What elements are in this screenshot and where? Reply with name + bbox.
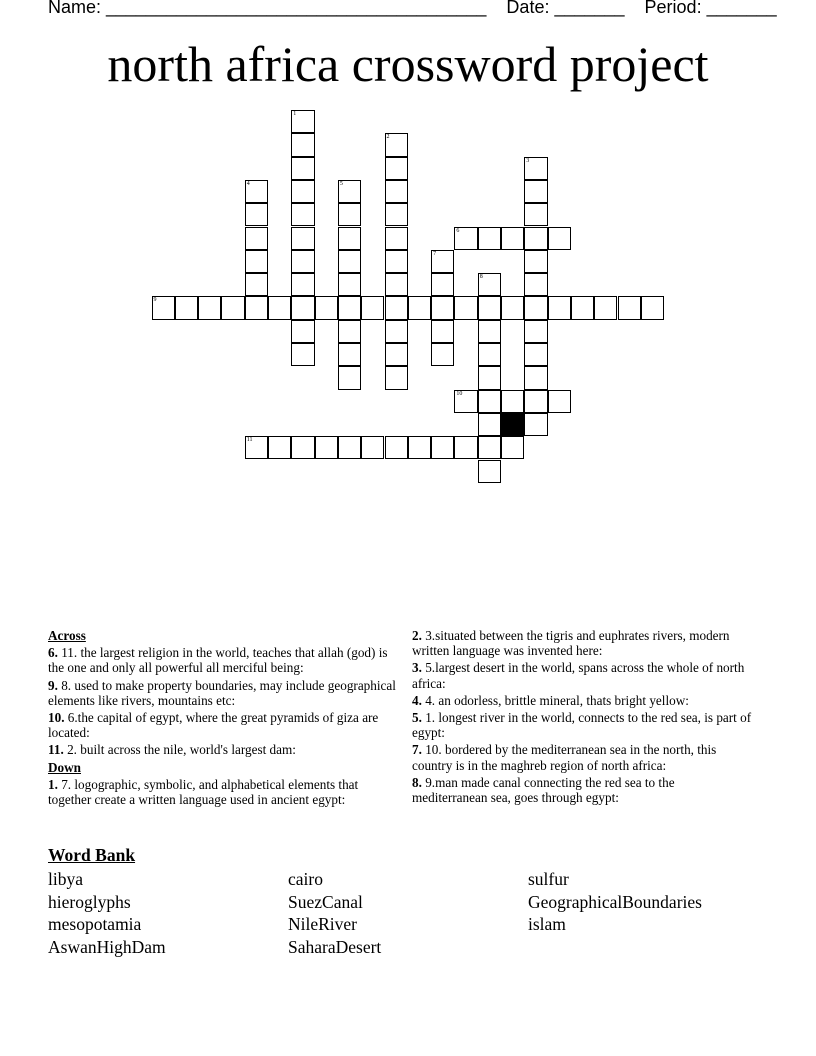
crossword-cell[interactable] xyxy=(245,250,268,273)
crossword-cell[interactable] xyxy=(361,296,384,319)
crossword-cell[interactable] xyxy=(571,296,594,319)
clue-number: 3. xyxy=(412,660,422,676)
crossword-cell[interactable] xyxy=(501,227,524,250)
crossword-cell[interactable] xyxy=(524,296,547,319)
crossword-cell[interactable] xyxy=(385,366,408,389)
down-clue xyxy=(412,710,752,740)
crossword-cell[interactable] xyxy=(221,296,244,319)
word-bank-item: libya xyxy=(48,869,83,889)
word-bank-item: sulfur xyxy=(528,869,569,889)
crossword-cell[interactable] xyxy=(245,180,268,203)
across-clue xyxy=(48,742,398,757)
crossword-cell[interactable] xyxy=(338,436,361,459)
clue-number-label: 8 xyxy=(479,274,483,281)
crossword-cell[interactable] xyxy=(245,227,268,250)
crossword-cell[interactable] xyxy=(338,273,361,296)
crossword-cell[interactable] xyxy=(315,296,338,319)
clue-number: 4. xyxy=(412,692,422,708)
crossword-cell[interactable] xyxy=(245,296,268,319)
clue-number: 10. xyxy=(48,710,65,726)
crossword-cell[interactable] xyxy=(291,133,314,156)
crossword-cell[interactable] xyxy=(431,343,454,366)
crossword-cell[interactable] xyxy=(408,296,431,319)
crossword-cell[interactable] xyxy=(524,413,547,436)
down-clue xyxy=(412,660,752,690)
crossword-cell[interactable] xyxy=(385,133,408,156)
crossword-cell[interactable] xyxy=(338,320,361,343)
clue-number-label: 1 xyxy=(293,111,297,117)
crossword-cell[interactable] xyxy=(478,296,501,319)
clue-number-label: 3 xyxy=(526,157,530,164)
crossword-cell[interactable] xyxy=(524,203,547,226)
clue-number: 5. xyxy=(412,710,422,726)
crossword-cell[interactable] xyxy=(338,227,361,250)
crossword-cell[interactable] xyxy=(431,273,454,296)
clues-left-column xyxy=(48,628,398,809)
clue-number: 7. xyxy=(412,742,422,758)
crossword-cell[interactable] xyxy=(431,296,454,319)
crossword-cell[interactable] xyxy=(548,227,571,250)
across-clue xyxy=(48,645,398,675)
crossword-cell[interactable] xyxy=(524,227,547,250)
across-clue xyxy=(48,710,398,740)
crossword-cell[interactable] xyxy=(454,296,477,319)
crossword-cell[interactable] xyxy=(291,296,314,319)
down-heading: Down xyxy=(48,759,81,775)
crossword-cell[interactable] xyxy=(524,180,547,203)
crossword-cell[interactable] xyxy=(198,296,221,319)
crossword-cell[interactable] xyxy=(478,413,501,436)
crossword-cell[interactable] xyxy=(385,273,408,296)
crossword-cell[interactable] xyxy=(478,320,501,343)
down-clue xyxy=(412,742,752,772)
crossword-cell[interactable] xyxy=(478,366,501,389)
crossword-cell[interactable] xyxy=(268,436,291,459)
word-bank-item: GeographicalBoundaries xyxy=(528,892,702,912)
across-heading: Across xyxy=(48,628,86,643)
crossword-cell[interactable] xyxy=(524,390,547,413)
down-clue xyxy=(412,628,752,658)
clue-text: 8. used to make property boundaries, may include geographical elements like rivers, mountains etc: xyxy=(48,677,396,708)
crossword-cell[interactable] xyxy=(291,343,314,366)
clue-number: 11. xyxy=(48,742,64,758)
clue-number-label: 7 xyxy=(433,250,437,257)
crossword-cell[interactable] xyxy=(268,296,291,319)
clue-number-label: 11 xyxy=(246,437,253,444)
crossword-cell[interactable] xyxy=(385,436,408,459)
crossword-cell[interactable] xyxy=(338,366,361,389)
clue-number-label: 9 xyxy=(153,297,157,304)
down-clue xyxy=(48,777,398,807)
crossword-cell[interactable] xyxy=(385,250,408,273)
crossword-cell[interactable] xyxy=(385,296,408,319)
crossword-cell[interactable] xyxy=(291,436,314,459)
crossword-cell[interactable] xyxy=(431,250,454,273)
crossword-cell[interactable] xyxy=(291,320,314,343)
crossword-cell[interactable] xyxy=(431,320,454,343)
down-clue xyxy=(412,775,752,805)
clue-number-label: 10 xyxy=(456,390,463,397)
clue-text: 2. built across the nile, world's largest dam: xyxy=(63,742,296,758)
crossword-cell[interactable] xyxy=(338,203,361,226)
crossword-cell[interactable] xyxy=(478,460,501,483)
crossword-cell[interactable] xyxy=(385,180,408,203)
crossword-cell[interactable] xyxy=(478,390,501,413)
crossword-cell[interactable] xyxy=(291,157,314,180)
across-clue xyxy=(48,678,398,708)
crossword-cell[interactable] xyxy=(408,436,431,459)
crossword-cell[interactable] xyxy=(478,227,501,250)
word-bank-item: hieroglyphs xyxy=(48,892,131,912)
crossword-cell[interactable] xyxy=(524,343,547,366)
word-bank-item: SuezCanal xyxy=(288,892,363,912)
word-bank-item: SaharaDesert xyxy=(288,937,382,957)
crossword-cell[interactable] xyxy=(338,296,361,319)
clue-number: 8. xyxy=(412,774,422,790)
crossword-cell[interactable] xyxy=(501,390,524,413)
crossword-cell[interactable] xyxy=(385,343,408,366)
clue-text: 1. longest river in the world, connects to the red sea, is part of egypt: xyxy=(412,710,752,741)
clue-text: 5.largest desert in the world, spans across the whole of north africa: xyxy=(412,660,745,691)
word-bank-item: AswanHighDam xyxy=(48,937,166,957)
crossword-cell[interactable] xyxy=(245,273,268,296)
crossword-cell[interactable] xyxy=(152,296,175,319)
crossword-cell[interactable] xyxy=(361,436,384,459)
crossword-cell[interactable] xyxy=(548,296,571,319)
crossword-cell[interactable] xyxy=(385,320,408,343)
clue-text: 7. logographic, symbolic, and alphabetical elements that together create a written language used in ancient egypt: xyxy=(48,776,359,808)
crossword-cell[interactable] xyxy=(618,296,641,319)
word-bank-item: cairo xyxy=(288,869,323,889)
crossword-cell[interactable] xyxy=(501,436,524,459)
crossword-cell[interactable] xyxy=(291,250,314,273)
clue-number: 6. xyxy=(48,645,58,661)
crossword-cell[interactable] xyxy=(524,250,547,273)
clue-number-label: 2 xyxy=(386,134,390,141)
crossword-cell[interactable] xyxy=(291,203,314,226)
crossword-cell[interactable] xyxy=(315,436,338,459)
clue-number-label: 6 xyxy=(456,227,460,234)
word-bank-item: islam xyxy=(528,914,566,934)
crossword-cell[interactable] xyxy=(524,320,547,343)
crossword-cell[interactable] xyxy=(548,390,571,413)
student-info-header: Name: ______________________________________ Date: _______ Period: _______ xyxy=(48,0,777,17)
clue-text: 6.the capital of egypt, where the great pyramids of giza are located: xyxy=(48,710,379,741)
crossword-cell[interactable] xyxy=(291,180,314,203)
clue-text: 9.man made canal connecting the red sea to the mediterranean sea, goes through egypt: xyxy=(412,774,675,806)
crossword-cell[interactable] xyxy=(641,296,664,319)
crossword-cell[interactable] xyxy=(501,296,524,319)
clue-text: 11. the largest religion in the world, teaches that allah (god) is the one and only all powerful all merciful being: xyxy=(48,645,388,676)
crossword-cell[interactable] xyxy=(524,366,547,389)
clue-text: 3.situated between the tigris and euphrates rivers, modern written language was invented here: xyxy=(412,628,730,659)
crossword-cell[interactable] xyxy=(291,227,314,250)
crossword-cell[interactable] xyxy=(454,436,477,459)
page-title: north africa crossword project xyxy=(107,36,709,92)
crossword-cell[interactable] xyxy=(478,436,501,459)
crossword-cell[interactable] xyxy=(385,157,408,180)
crossword-cell[interactable] xyxy=(594,296,617,319)
crossword-cell[interactable] xyxy=(478,273,501,296)
crossword-cell[interactable] xyxy=(338,250,361,273)
word-bank-item: mesopotamia xyxy=(48,914,142,934)
clues-right-column xyxy=(412,628,752,807)
word-bank-item: NileRiver xyxy=(288,914,358,934)
clue-text: 10. bordered by the mediterranean sea in the north, this country is in the maghreb region of north africa: xyxy=(412,742,717,773)
crossword-cell[interactable] xyxy=(524,157,547,180)
crossword-cell[interactable] xyxy=(175,296,198,319)
clue-number: 1. xyxy=(48,776,58,792)
clue-number-label: 5 xyxy=(339,180,343,187)
clue-number: 9. xyxy=(48,677,58,693)
crossword-black-cell xyxy=(501,413,524,436)
clue-number-label: 4 xyxy=(246,180,250,187)
crossword-cell[interactable] xyxy=(454,227,477,250)
down-clue xyxy=(412,693,752,708)
crossword-cell[interactable] xyxy=(245,203,268,226)
crossword-cell[interactable] xyxy=(385,203,408,226)
crossword-cell[interactable] xyxy=(385,227,408,250)
crossword-cell[interactable] xyxy=(291,110,314,133)
crossword-cell[interactable] xyxy=(338,180,361,203)
crossword-cell[interactable] xyxy=(431,436,454,459)
crossword-cell[interactable] xyxy=(454,390,477,413)
clue-number: 2. xyxy=(412,628,422,643)
crossword-cell[interactable] xyxy=(478,343,501,366)
word-bank-title: Word Bank xyxy=(48,845,136,865)
crossword-cell[interactable] xyxy=(245,436,268,459)
crossword-cell[interactable] xyxy=(291,273,314,296)
clue-text: 4. an odorless, brittle mineral, thats bright yellow: xyxy=(421,692,689,708)
crossword-cell[interactable] xyxy=(338,343,361,366)
crossword-cell[interactable] xyxy=(524,273,547,296)
